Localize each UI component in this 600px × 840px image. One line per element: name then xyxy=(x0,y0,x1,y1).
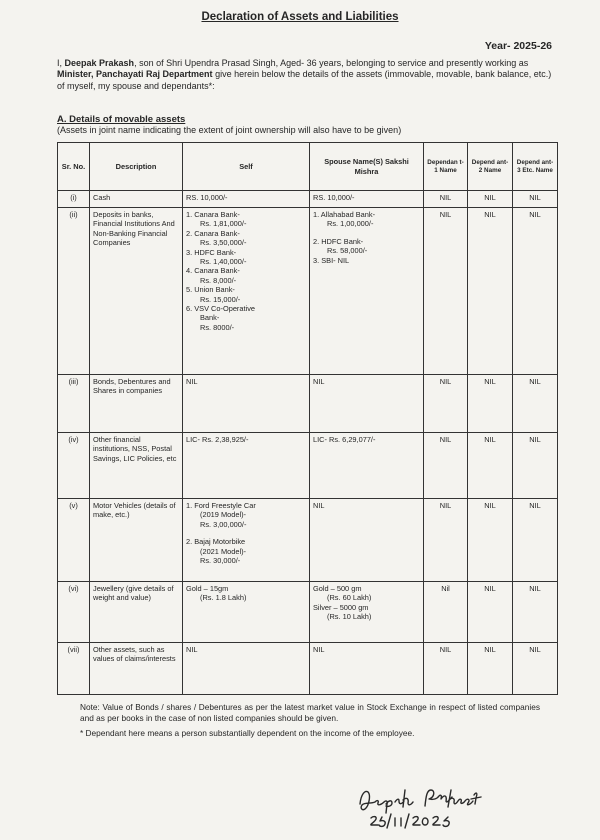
cell-self xyxy=(183,582,310,643)
spouse-line: 3. SBI- NIL xyxy=(313,255,350,265)
header-dependant-3: Depend ant-3 Etc. Name xyxy=(513,143,558,191)
document-year: Year- 2025-26 xyxy=(484,40,552,52)
cell-sr-no: (v) xyxy=(58,499,90,582)
cell-self xyxy=(183,499,310,582)
intro-paragraph xyxy=(57,58,557,92)
spouse-line: Silver – 5000 gm xyxy=(313,602,369,612)
self-line: 3. HDFC Bank- xyxy=(186,247,237,257)
cell-description: Deposits in banks, Financial Institutions And Non-Banking Financial Companies xyxy=(90,208,183,375)
self-line: 2. Canara Bank- xyxy=(186,228,240,238)
cell-spouse xyxy=(310,208,424,375)
spouse-line: RS. 10,000/- xyxy=(313,193,355,202)
self-line: Rs. 3,50,000/- xyxy=(200,238,247,248)
cell-dependant-3: NIL xyxy=(513,191,558,208)
cell-description: Jewellery (give details of weight and value) xyxy=(90,582,183,643)
cell-spouse xyxy=(310,499,424,582)
spouse-line: (Rs. 60 Lakh) xyxy=(327,593,372,603)
table-body xyxy=(58,191,558,695)
intro-text-2: give herein below the details of the assets (immovable, movable, bank balance, etc.) of myself, my spouse and dependants*: xyxy=(57,69,552,91)
header-dependant-2: Depend ant-2 Name xyxy=(468,143,513,191)
declarant-name: Deepak Prakash xyxy=(64,58,135,68)
self-line: 4. Canara Bank- xyxy=(186,266,240,276)
cell-dependant-3: NIL xyxy=(513,582,558,643)
cell-spouse xyxy=(310,375,424,433)
section-note: (Assets in joint name indicating the extent of joint ownership will also have to be given) xyxy=(57,125,402,135)
cell-dependant-2: NIL xyxy=(468,208,513,375)
self-line: Rs. 15,000/- xyxy=(200,294,241,304)
cell-description: Motor Vehicles (details of make, etc.) xyxy=(90,499,183,582)
self-line: NIL xyxy=(186,645,198,654)
cell-dependant-3: NIL xyxy=(513,499,558,582)
cell-dependant-3: NIL xyxy=(513,375,558,433)
cell-dependant-2: NIL xyxy=(468,499,513,582)
spouse-line: NIL xyxy=(313,377,325,386)
cell-sr-no: (vii) xyxy=(58,643,90,695)
self-line: (Rs. 1.8 Lakh) xyxy=(200,593,247,603)
spouse-line: NIL xyxy=(313,501,325,510)
spouse-line: 2. HDFC Bank- xyxy=(313,236,364,246)
cell-dependant-2: NIL xyxy=(468,643,513,695)
table-row xyxy=(58,499,558,582)
self-line: 2. Bajaj Motorbike xyxy=(186,537,246,547)
section-heading: A. Details of movable assets xyxy=(57,114,186,125)
movable-assets-table xyxy=(57,142,558,695)
spouse-line xyxy=(313,229,420,237)
self-line xyxy=(186,529,306,537)
cell-dependant-3: NIL xyxy=(513,433,558,499)
cell-spouse xyxy=(310,191,424,208)
cell-dependant-1: NIL xyxy=(424,643,468,695)
handwritten-signature xyxy=(355,780,505,835)
table-row xyxy=(58,433,558,499)
cell-self xyxy=(183,208,310,375)
cell-dependant-1: NIL xyxy=(424,375,468,433)
cell-dependant-2: NIL xyxy=(468,582,513,643)
cell-description: Other financial institutions, NSS, Postal Savings, LIC Policies, etc xyxy=(90,433,183,499)
self-line: NIL xyxy=(186,377,198,386)
table-header-row xyxy=(58,143,558,191)
self-line: RS. 10,000/- xyxy=(186,193,228,202)
self-line: Rs. 8000/- xyxy=(200,322,235,332)
cell-self xyxy=(183,191,310,208)
table-row xyxy=(58,375,558,433)
spouse-line: Rs. 1,00,000/- xyxy=(327,219,374,229)
cell-dependant-2: NIL xyxy=(468,191,513,208)
self-line: (2019 Model)- xyxy=(200,510,247,520)
header-description: Description xyxy=(90,143,183,191)
cell-dependant-3: NIL xyxy=(513,643,558,695)
cell-dependant-2: NIL xyxy=(468,433,513,499)
cell-dependant-1: NIL xyxy=(424,499,468,582)
header-sr-no: Sr. No. xyxy=(58,143,90,191)
cell-self xyxy=(183,643,310,695)
cell-sr-no: (iv) xyxy=(58,433,90,499)
header-dependant-1: Dependan t-1 Name xyxy=(424,143,468,191)
header-spouse: Spouse Name(S) Sakshi Mishra xyxy=(310,143,424,191)
spouse-line: Gold – 500 gm xyxy=(313,584,362,593)
valuation-note: Note: Value of Bonds / shares / Debentures as per the latest market value in Stock Exchange in respect of listed companies and as per books in the case of non listed companies should be given. xyxy=(80,702,540,723)
cell-dependant-2: NIL xyxy=(468,375,513,433)
document-title: Declaration of Assets and Liabilities xyxy=(201,11,399,23)
spouse-line: Rs. 58,000/- xyxy=(327,246,368,256)
cell-dependant-1: Nil xyxy=(424,582,468,643)
self-line: Rs. 3,00,000/- xyxy=(200,519,247,529)
cell-self xyxy=(183,433,310,499)
intro-text-1: , son of Shri Upendra Prasad Singh, Aged- 36 years, belonging to service and presently working as xyxy=(134,58,529,68)
cell-spouse xyxy=(310,433,424,499)
table-row xyxy=(58,191,558,208)
notes-section xyxy=(80,702,540,742)
self-line: Rs. 1,40,000/- xyxy=(200,257,247,267)
spouse-line: 1. Allahabad Bank- xyxy=(313,210,376,219)
cell-description: Bonds, Debentures and Shares in companies xyxy=(90,375,183,433)
cell-sr-no: (iii) xyxy=(58,375,90,433)
intro-prefix: I, xyxy=(57,58,65,68)
cell-sr-no: (i) xyxy=(58,191,90,208)
cell-sr-no: (vi) xyxy=(58,582,90,643)
self-line: 5. Union Bank- xyxy=(186,285,235,295)
table-row xyxy=(58,582,558,643)
cell-description: Cash xyxy=(90,191,183,208)
table-row xyxy=(58,208,558,375)
header-self: Self xyxy=(183,143,310,191)
cell-spouse xyxy=(310,582,424,643)
declarant-designation: Minister, Panchayati Raj Department xyxy=(57,69,213,80)
cell-dependant-1: NIL xyxy=(424,191,468,208)
self-line: 1. Ford Freestyle Car xyxy=(186,501,256,510)
cell-dependant-1: NIL xyxy=(424,433,468,499)
cell-sr-no: (ii) xyxy=(58,208,90,375)
cell-description: Other assets, such as values of claims/interests xyxy=(90,643,183,695)
self-line: Rs. 1,81,000/- xyxy=(200,219,247,229)
self-line: 1. Canara Bank- xyxy=(186,210,240,219)
spouse-line: LIC- Rs. 6,29,077/- xyxy=(313,435,376,444)
cell-spouse xyxy=(310,643,424,695)
dependant-note: * Dependant here means a person substantially dependent on the income of the employee. xyxy=(80,727,415,738)
self-line: (2021 Model)- xyxy=(200,546,247,556)
cell-dependant-3: NIL xyxy=(513,208,558,375)
cell-self xyxy=(183,375,310,433)
self-line: 6. VSV Co-Operative xyxy=(186,304,256,314)
self-line: Gold – 15gm xyxy=(186,584,229,593)
spouse-line: (Rs. 10 Lakh) xyxy=(327,612,372,622)
signature-block xyxy=(355,780,505,835)
spouse-line: NIL xyxy=(313,645,325,654)
self-line: LIC- Rs. 2,38,925/- xyxy=(186,435,249,444)
self-line: Rs. 8,000/- xyxy=(200,275,237,285)
cell-dependant-1: NIL xyxy=(424,208,468,375)
table-row xyxy=(58,643,558,695)
self-line: Rs. 30,000/- xyxy=(200,556,241,566)
self-line: Bank- xyxy=(200,313,220,323)
